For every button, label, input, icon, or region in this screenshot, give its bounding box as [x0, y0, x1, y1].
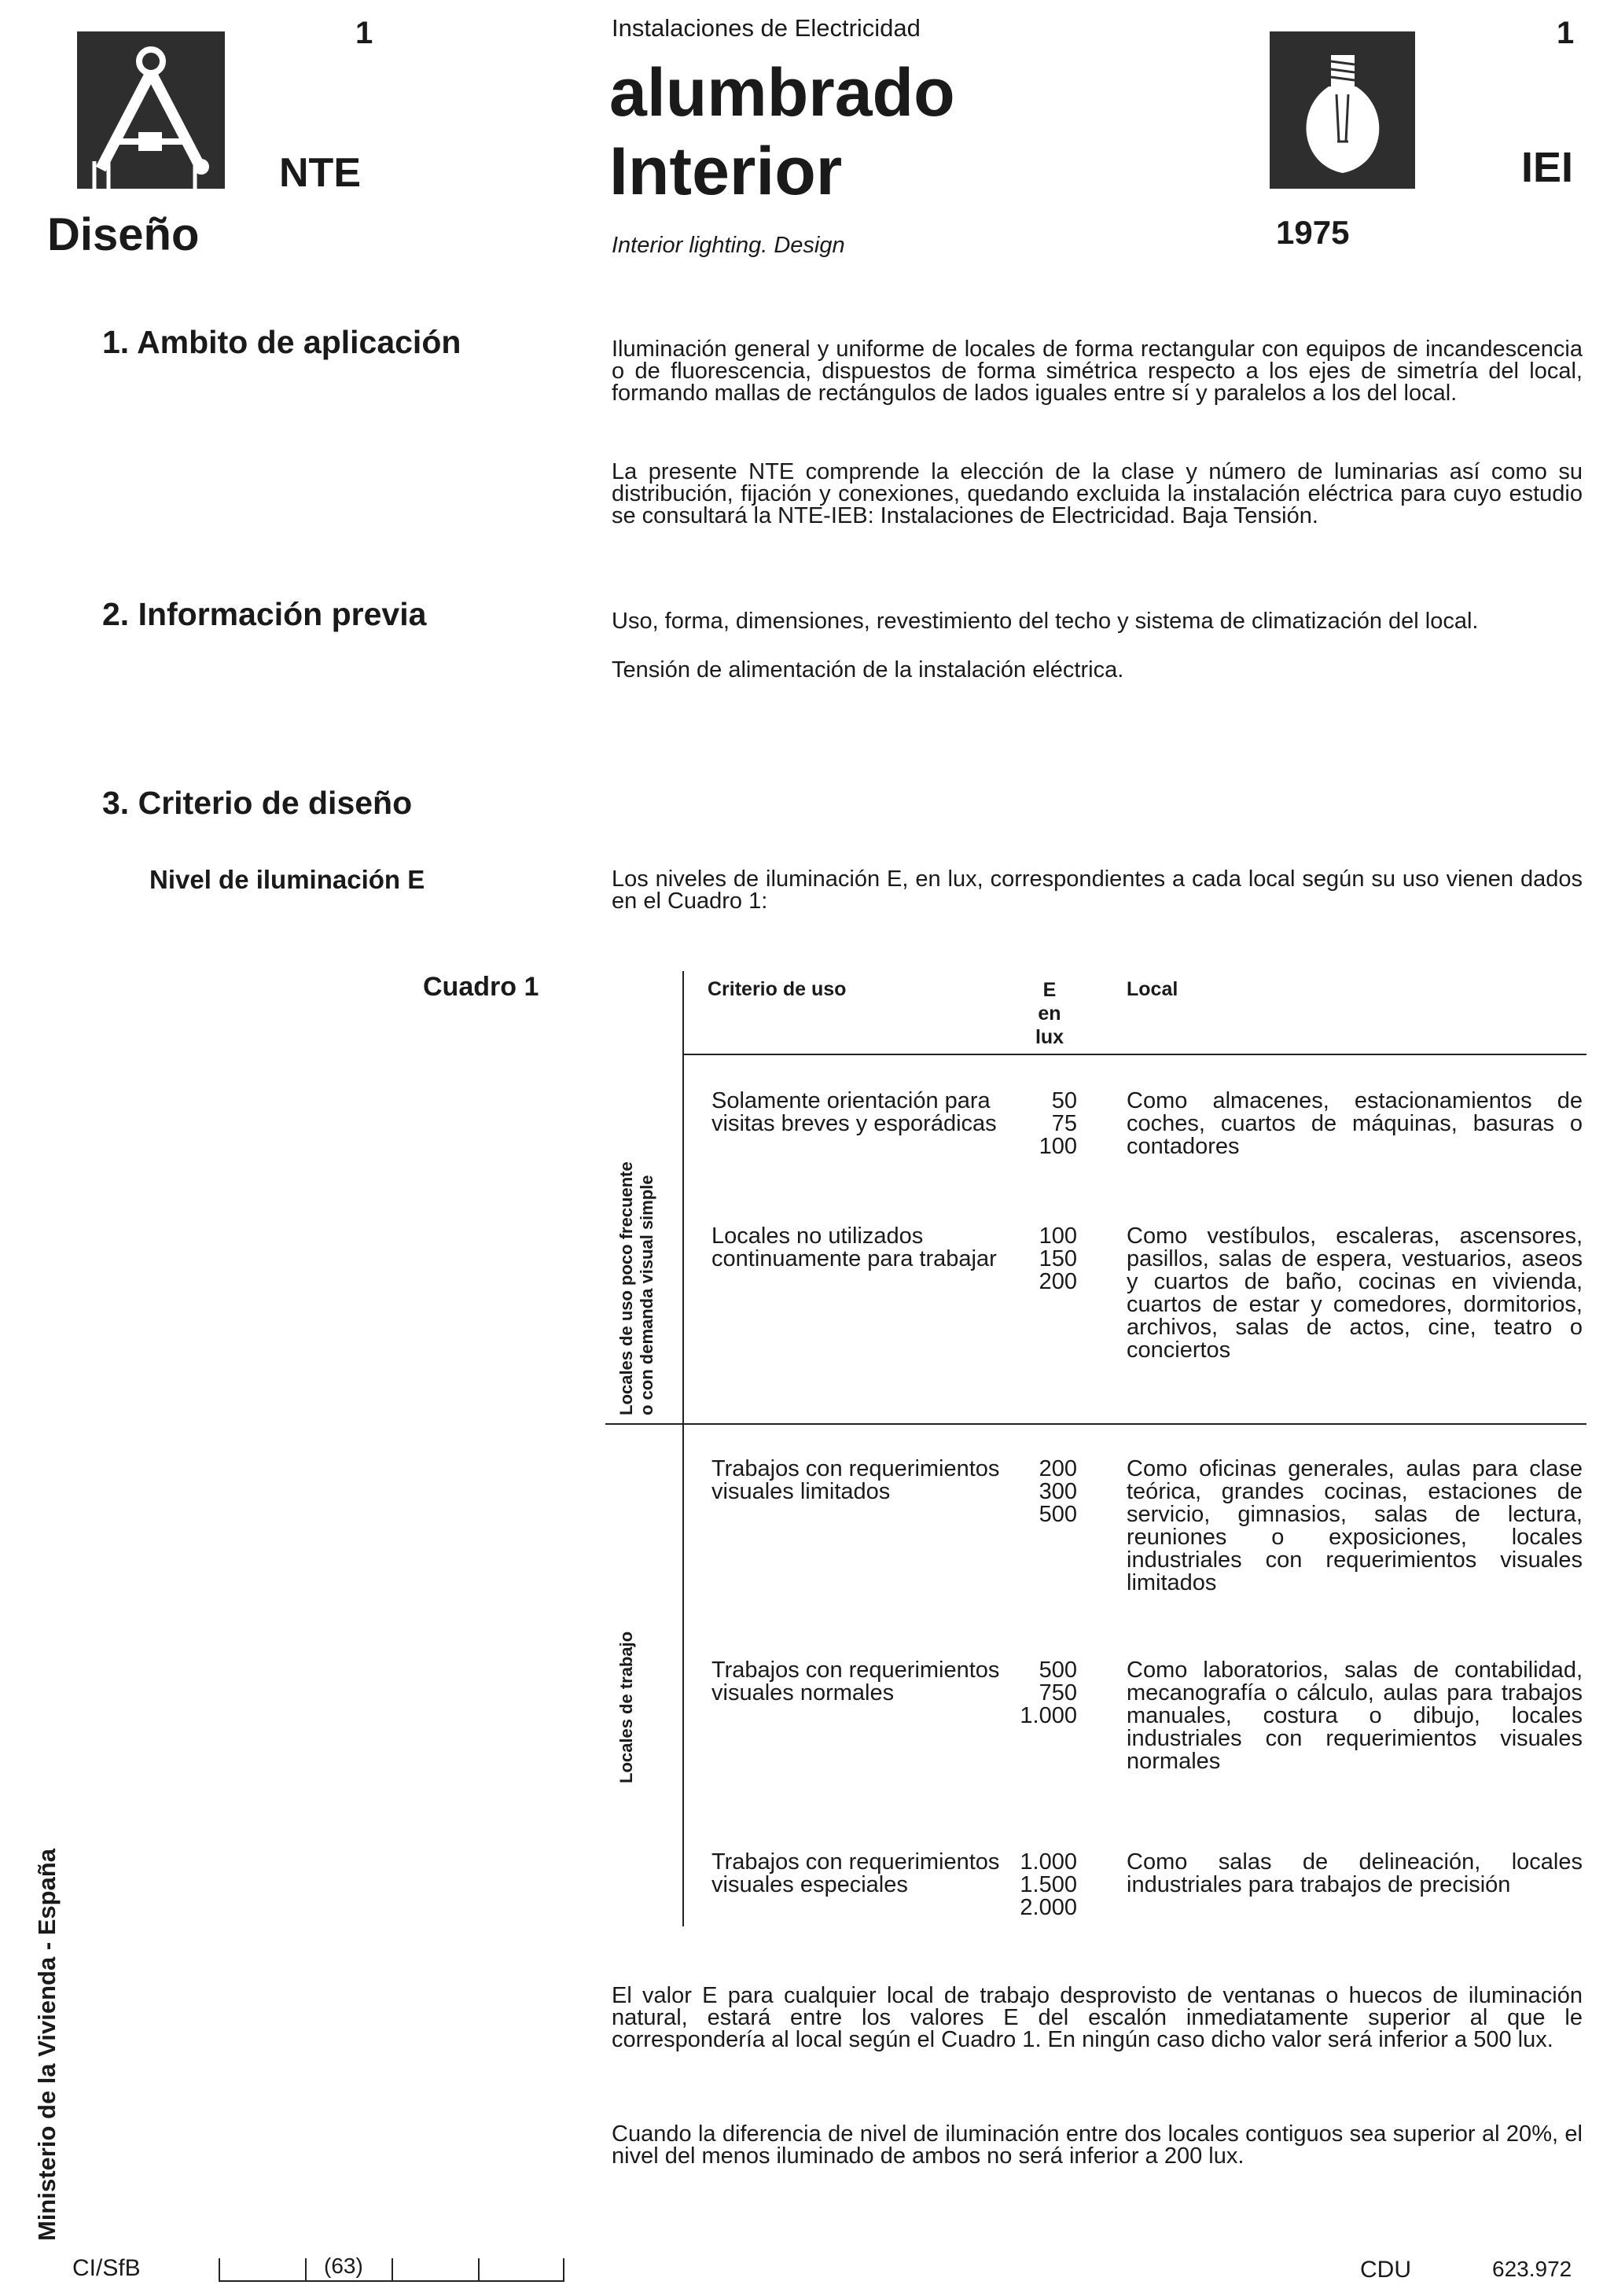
note-paragraph-2: Cuando la diferencia de nivel de iluminación entre dos locales contiguos sea superior al 20%, el nivel del menos iluminado de ambos no será inferior a 200 lux. [612, 2121, 1583, 2169]
table-row-criterio: Trabajos con requerimientos visuales normales [711, 1658, 1000, 1705]
cisfb-tick [305, 2258, 307, 2282]
table-group-rule [605, 1423, 1586, 1425]
table-row-criterio: Trabajos con requerimientos visuales especiales [711, 1849, 1000, 1897]
note-paragraph-1: El valor E para cualquier local de trabajo desprovisto de ventanas o huecos de iluminación natural, estará entre los valores E del escalón inmediatamente superior al que le correspondería al local según el Cuadro 1. En ningún caso dicho valor será inferior a 500 lux. [612, 1983, 1583, 2052]
section-heading-1: 1. Ambito de aplicación [102, 324, 461, 360]
section-2-paragraph-1: Uso, forma, dimensiones, revestimiento del techo y sistema de climatización del local. [612, 609, 1479, 634]
section-3-subheading: Nivel de iluminación E [149, 865, 425, 894]
group-label-locales-trabajo [616, 1632, 637, 1783]
table-row-lux: 50 75 100 [1039, 1088, 1077, 1159]
table-row-local: Como salas de delineación, locales industriales para trabajos de precisión [1127, 1849, 1583, 1897]
nte-logo [77, 31, 225, 189]
group-label-line1: Locales de uso poco frecuente [616, 1161, 636, 1415]
table-header-rule [682, 1054, 1586, 1055]
sheet-number-right: 1 [1557, 16, 1575, 50]
column-header-e-line3: lux [1035, 1026, 1064, 1048]
section-2-paragraph-2: Tensión de alimentación de la instalación eléctrica. [612, 657, 1124, 683]
page-title-line1: alumbrado [609, 55, 955, 131]
cdu-label: CDU [1360, 2257, 1411, 2283]
table-row-local: Como oficinas generales, aulas para clase teórica, grandes cocinas, estaciones de servicio, gimnasios, salas de lectura, reuniones o exposiciones, locales industriales con requerimientos visuales limitados [1127, 1456, 1583, 1595]
lightbulb-logo [1270, 31, 1415, 189]
table-row-local: Como laboratorios, salas de contabilidad, mecanografía o cálculo, aulas para trabajos manuales, costura o dibujo, locales industriales con requerimientos visuales normales [1127, 1658, 1583, 1774]
section-heading-2: 2. Información previa [102, 596, 427, 632]
cisfb-label: CI/SfB [72, 2255, 141, 2281]
table-row-criterio: Locales no utilizados continuamente para trabajar [711, 1223, 997, 1271]
table-row-local: Como almacenes, estacionamientos de coches, cuartos de máquinas, basuras o contadores [1127, 1088, 1583, 1159]
cisfb-tick [219, 2258, 220, 2282]
table-row-criterio: Trabajos con requerimientos visuales limitados [711, 1456, 1000, 1504]
group-label-line2: o con demanda visual simple [637, 1175, 656, 1415]
document-code: IEI [1521, 144, 1574, 191]
page-title-line2: Interior [609, 134, 843, 209]
column-header-local: Local [1127, 978, 1178, 1000]
column-header-criterio: Criterio de uso [708, 978, 847, 1000]
table-row-local: Como vestíbulos, escaleras, ascensores, pasillos, salas de espera, vestuarios, aseos y cuartos de baño, cocinas en vivienda, cuartos de estar y comedores, dormitorios, archivos, salas de actos, cine, teatro o conciertos [1127, 1223, 1583, 1363]
section-3-intro: Los niveles de iluminación E, en lux, correspondientes a cada local según su uso vienen dados en el Cuadro 1: [612, 867, 1583, 914]
cdu-code: 623.972 [1492, 2257, 1572, 2281]
cisfb-tick [392, 2258, 393, 2282]
section-1-paragraph-1: Iluminación general y uniforme de locales de forma rectangular con equipos de incandescencia o de fluorescencia, dispuestos de forma simétrica respecto a los ejes de simetría del local, formando mallas de rectángulos de lados iguales entre sí y paralelos a los del local. [612, 337, 1583, 406]
column-header-e-line1: E [1042, 979, 1057, 1001]
publisher-side-text: Ministerio de la Vivienda - España [33, 1848, 61, 2241]
table-row-lux: 500 750 1.000 [1020, 1658, 1077, 1728]
column-header-e-line2: en [1038, 1003, 1061, 1025]
sheet-number-left: 1 [355, 16, 373, 50]
category-label: Diseño [47, 209, 200, 260]
table-row-lux: 200 300 500 [1039, 1456, 1077, 1527]
group-label-line1: Locales de trabajo [616, 1631, 636, 1783]
subtitle: Interior lighting. Design [612, 233, 845, 258]
discipline-label: Instalaciones de Electricidad [612, 14, 921, 42]
compass-logo-icon [77, 31, 225, 189]
cisfb-code: (63) [324, 2254, 363, 2278]
table-row-criterio: Solamente orientación para visitas breves y esporádicas [711, 1088, 997, 1136]
series-label: NTE [279, 150, 361, 196]
table-row-lux: 1.000 1.500 2.000 [1020, 1849, 1077, 1920]
column-header-e [1026, 978, 1073, 1049]
section-1-paragraph-2: La presente NTE comprende la elección de la clase y número de luminarias así como su distribución, fijación y conexiones, quedando excluida la instalación eléctrica para cuyo estudio se consultará la NTE-IEB: Instalaciones de Electricidad. Baja Tensión. [612, 459, 1583, 528]
lightbulb-icon [1270, 31, 1415, 189]
publication-year: 1975 [1276, 214, 1350, 251]
table-left-rule [682, 971, 684, 1926]
cisfb-tick [563, 2258, 564, 2282]
cisfb-tick [478, 2258, 480, 2282]
table-caption: Cuadro 1 [423, 972, 539, 1002]
section-heading-3: 3. Criterio de diseño [102, 785, 413, 821]
group-label-uso-poco-frecuente [616, 1161, 657, 1415]
table-row-lux: 100 150 200 [1039, 1223, 1077, 1294]
